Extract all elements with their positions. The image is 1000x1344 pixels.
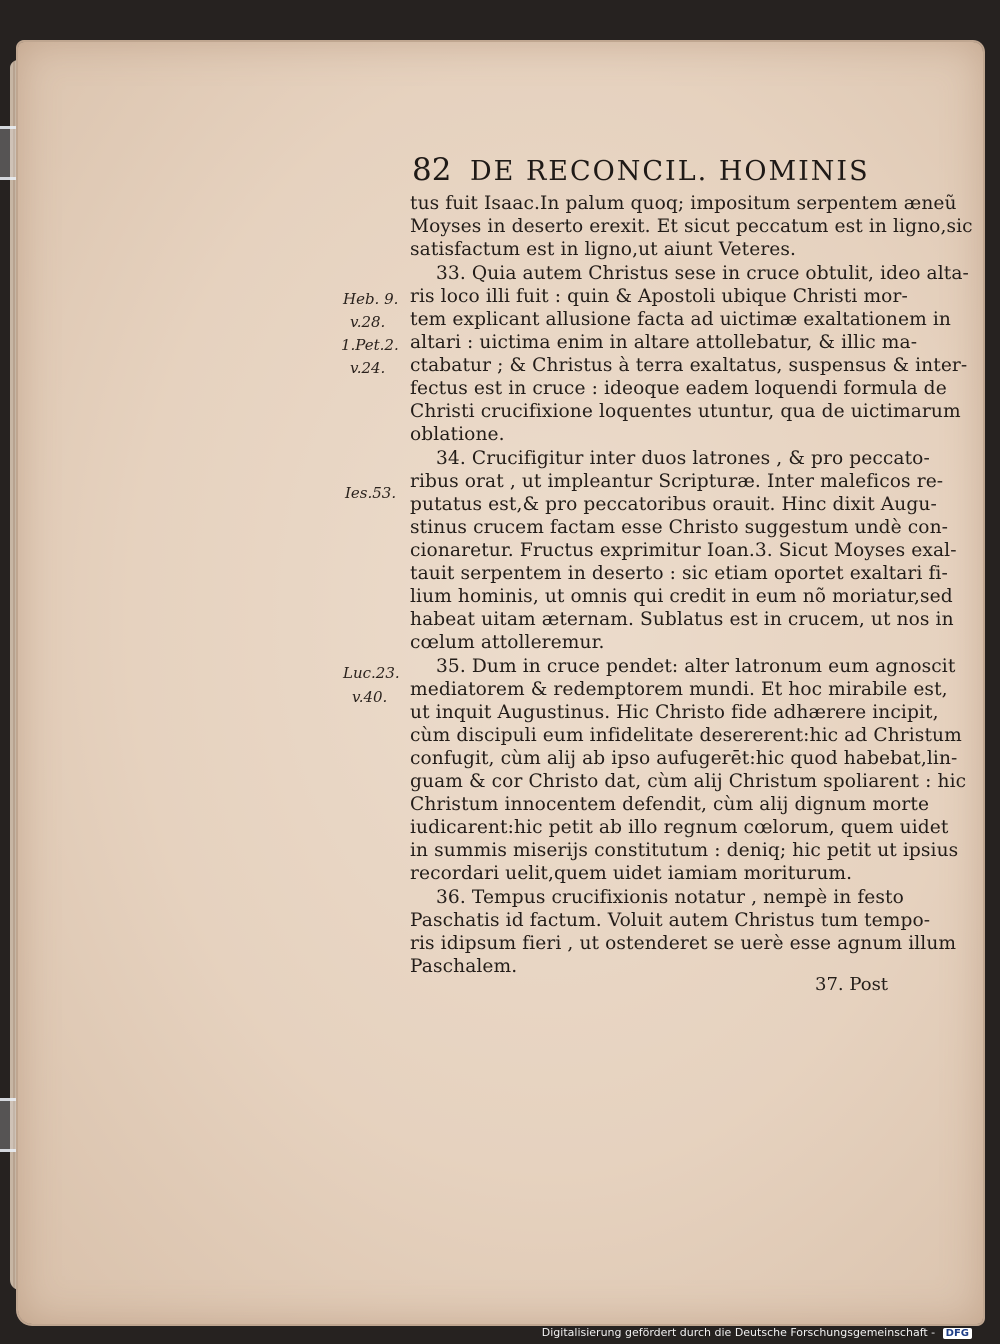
text-line: putatus est,& pro peccatoribus orauit. Hinc dixit Augu- — [410, 494, 937, 515]
text-line: iudicarent:hic petit ab illo regnum cœlorum, quem uidet — [410, 817, 949, 838]
text-line: stinus crucem factam esse Christo suggestum undè con- — [410, 517, 949, 538]
margin-note-luc-verse: v.40. — [352, 688, 388, 706]
paragraph-36-start: 36. Tempus crucifixionis notatur , nempè in festo — [436, 887, 904, 908]
margin-note-ies: Ies.53. — [345, 484, 397, 502]
text-line: tus fuit Isaac.In palum quoq; impositum serpentem æneũ — [410, 193, 957, 214]
text-line: Christi crucifixione loquentes utuntur, qua de uictimarum — [410, 401, 961, 422]
page-header — [412, 152, 932, 192]
catchword: 37. Post — [815, 974, 889, 995]
dfg-logo: DFG — [943, 1328, 972, 1339]
text-line: ribus orat , ut impleantur Scripturæ. Inter maleficos re- — [410, 471, 944, 492]
running-head: DE RECONCIL. HOMINIS — [470, 156, 870, 187]
text-line: Moyses in deserto erexit. Et sicut peccatum est in ligno,sic — [410, 216, 973, 237]
text-line: confugit, cùm alij ab ipso aufugerēt:hic quod habebat,lin- — [410, 748, 958, 769]
page-number: 82 — [412, 152, 452, 188]
text-line: oblatione. — [410, 424, 505, 445]
credit-text: Digitalisierung gefördert durch die Deutsche Forschungsgemeinschaft - — [541, 1326, 936, 1339]
text-line: in summis miserijs constitutum : deniq; hic petit ut ipsius — [410, 840, 959, 861]
text-line: satisfactum est in ligno,ut aiunt Veteres. — [410, 239, 797, 260]
paragraph-34-start: 34. Crucifigitur inter duos latrones , & pro peccato- — [436, 448, 930, 469]
text-line: habeat uitam æternam. Sublatus est in crucem, ut nos in — [410, 609, 954, 630]
margin-note-heb: Heb. 9. — [343, 290, 399, 308]
text-line: cionaretur. Fructus exprimitur Ioan.3. Sicut Moyses exal- — [410, 540, 957, 561]
text-line: Paschatis id factum. Voluit autem Christus tum tempo- — [410, 910, 931, 931]
text-line: recordari uelit,quem uidet iamiam moriturum. — [410, 863, 853, 884]
margin-note-pet: 1.Pet.2. — [341, 336, 399, 354]
text-line: lium hominis, ut omnis qui credit in eum nõ moriatur,sed — [410, 586, 953, 607]
margin-note-heb-verse: v.28. — [350, 313, 386, 331]
text-line: ctabatur ; & Christus à terra exaltatus, suspensus & inter- — [410, 355, 968, 376]
paragraph-35-start: 35. Dum in cruce pendet: alter latronum eum agnoscit — [436, 656, 956, 677]
text-line: mediatorem & redemptorem mundi. Et hoc mirabile est, — [410, 679, 948, 700]
text-line: Christum innocentem defendit, cùm alij dignum morte — [410, 794, 930, 815]
margin-note-luc: Luc.23. — [343, 664, 400, 682]
text-line: cùm discipuli eum infidelitate desererent:hic ad Christum — [410, 725, 962, 746]
margin-note-pet-verse: v.24. — [350, 359, 386, 377]
digitization-credit — [542, 1326, 972, 1339]
text-line: ris idipsum fieri , ut ostenderet se uerè esse agnum illum — [410, 933, 957, 954]
text-line: Paschalem. — [410, 956, 518, 977]
text-line: tauit serpentem in deserto : sic etiam oportet exaltari fi- — [410, 563, 948, 584]
text-line: cœlum attolleremur. — [410, 632, 605, 653]
text-line: fectus est in cruce : ideoque eadem loquendi formula de — [410, 378, 947, 399]
text-line: ut inquit Augustinus. Hic Christo fide adhærere incipit, — [410, 702, 939, 723]
text-line: ris loco illi fuit : quin & Apostoli ubique Christi mor- — [410, 286, 908, 307]
text-line: altari : uictima enim in altare attollebatur, & illic ma- — [410, 332, 918, 353]
text-line: tem explicant allusione facta ad uictimæ exaltationem in — [410, 309, 951, 330]
paragraph-33-start: 33. Quia autem Christus sese in cruce obtulit, ideo alta- — [436, 263, 969, 284]
text-line: guam & cor Christo dat, cùm alij Christum spoliarent : hic — [410, 771, 967, 792]
